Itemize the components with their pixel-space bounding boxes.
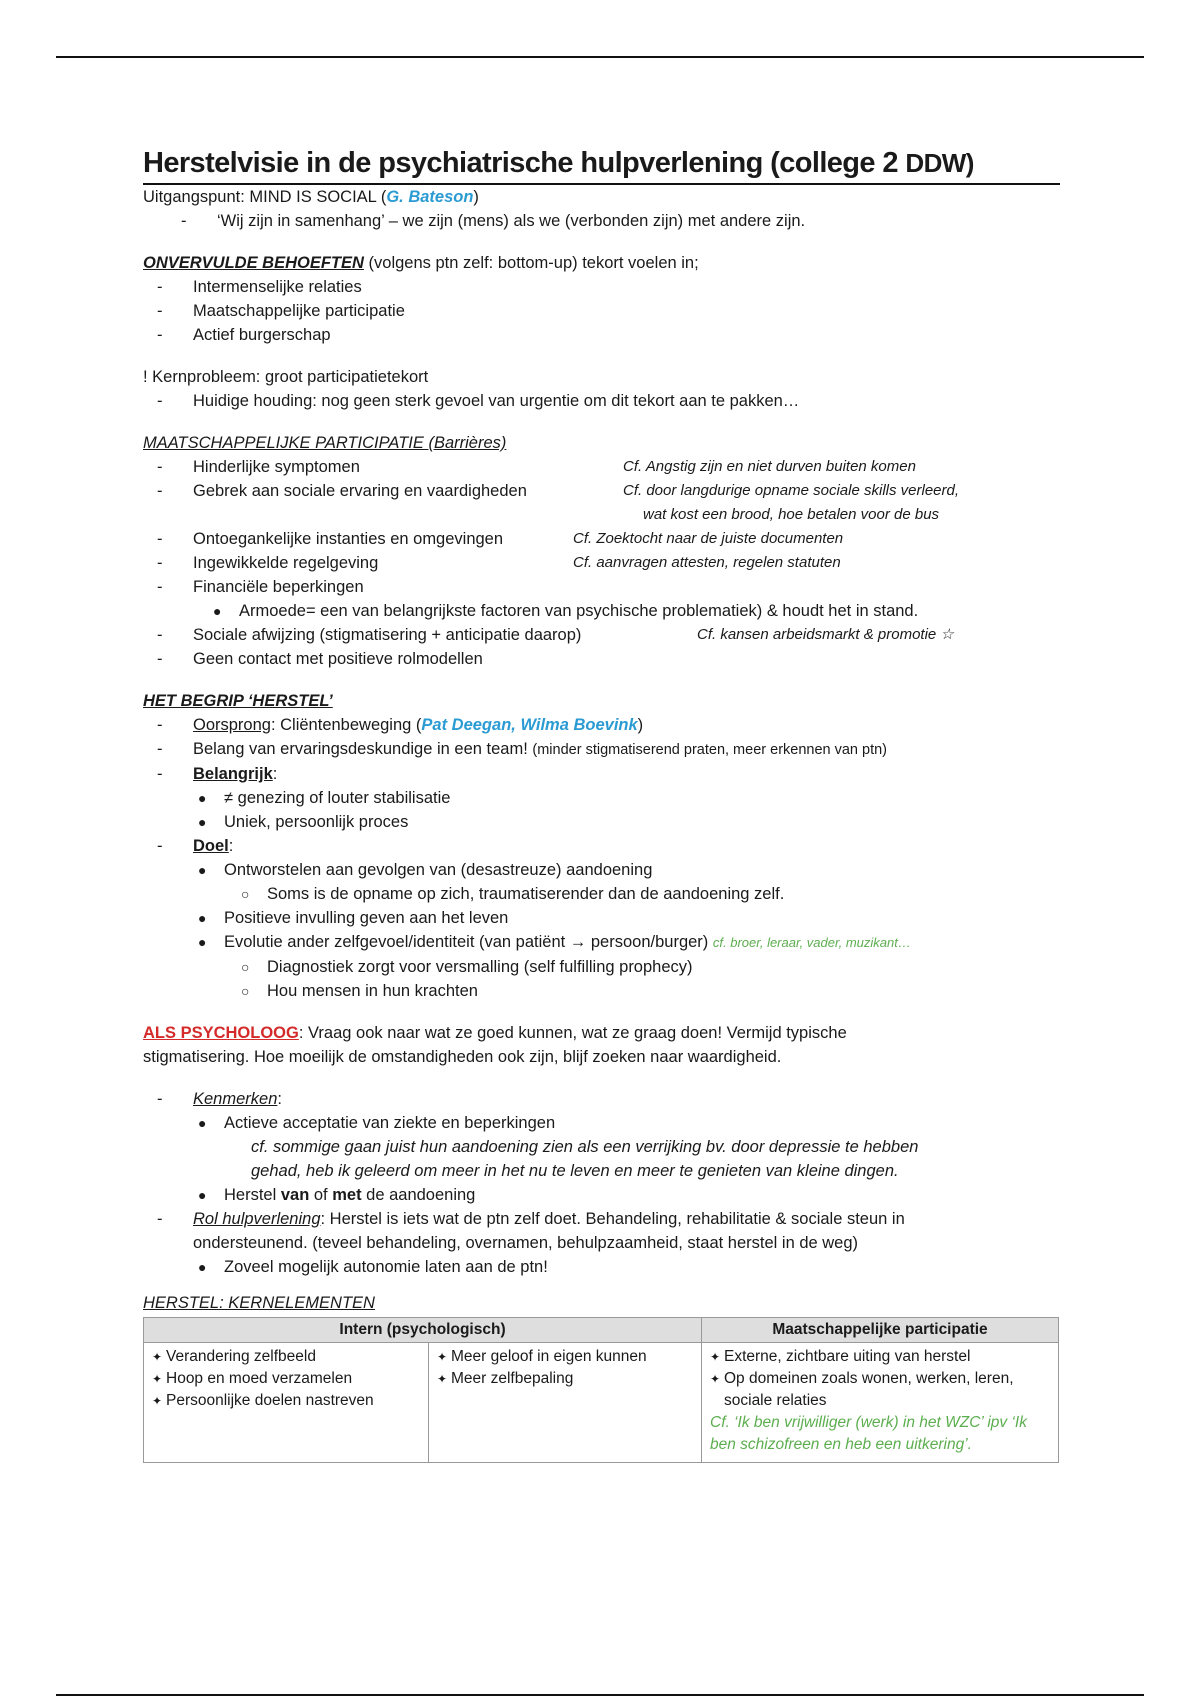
list-item xyxy=(143,623,1060,647)
cell-item xyxy=(710,1346,1050,1368)
sub-bullet xyxy=(143,1255,1060,1279)
table-header-intern: Intern (psychologisch) xyxy=(144,1318,702,1343)
cell-item-text: Meer geloof in eigen kunnen xyxy=(451,1348,647,1365)
doel-3-note: cf. broer, leraar, vader, muzikant… xyxy=(712,935,911,950)
list-item xyxy=(143,575,1060,599)
sub-bullet-text: ≠ genezing of louter stabilisatie xyxy=(224,789,451,807)
bullet-marker: ● xyxy=(198,1115,207,1131)
cell-item-text: Meer zelfbepaling xyxy=(451,1370,574,1387)
herstel-heading: HET BEGRIP ‘HERSTEL’ xyxy=(143,692,333,710)
list-item-note: Cf. kansen arbeidsmarkt & promotie ☆ xyxy=(697,626,954,643)
sub-bullet-text: Evolutie ander zelfgevoel/identiteit (van patiënt → persoon/burger) xyxy=(224,933,713,951)
item2-van: van xyxy=(280,1186,310,1204)
psycholoog-line-2: stigmatisering. Hoe moeilijk de omstandigheden ook zijn, blijf zoeken naar waardigheid. xyxy=(143,1048,782,1066)
bullet-marker: ● xyxy=(213,603,222,619)
dash-marker: - xyxy=(157,1210,163,1228)
uitgangspunt-suffix: ) xyxy=(473,188,479,206)
dash-marker: - xyxy=(157,326,163,344)
list-item xyxy=(143,299,1060,323)
diamond-marker: ✦ xyxy=(152,1394,163,1408)
sub-sub-bullet-text: Soms is de opname op zich, traumatiserender dan de aandoening zelf. xyxy=(267,885,785,903)
cell-item-text: Hoop en moed verzamelen xyxy=(166,1370,353,1387)
uitgangspunt-item xyxy=(143,209,1060,233)
uitgangspunt-prefix: Uitgangspunt: MIND IS SOCIAL ( xyxy=(143,188,387,206)
diamond-marker: ✦ xyxy=(152,1372,163,1386)
dash-marker: - xyxy=(157,837,163,855)
sub-bullet-text: Ontworstelen aan gevolgen van (desastreuze) aandoening xyxy=(224,861,653,879)
list-item-text: Financiële beperkingen xyxy=(193,578,364,596)
dash-marker: - xyxy=(157,626,163,644)
spacer xyxy=(143,671,1060,689)
list-item xyxy=(143,275,1060,299)
list-item-text: Gebrek aan sociale ervaring en vaardigheden xyxy=(193,482,527,500)
diamond-marker: ✦ xyxy=(710,1372,721,1386)
spacer xyxy=(143,413,1060,431)
dash-marker: - xyxy=(157,530,163,548)
list-item-note: Cf. Zoektocht naar de juiste documenten xyxy=(573,530,844,547)
list-item: - Kenmerken: xyxy=(143,1087,1060,1111)
rol-text-1: : Herstel is iets wat de ptn zelf doet. Behandeling, rehabilitatie & sociale steun in xyxy=(320,1210,905,1228)
sub-bullet xyxy=(143,786,1060,810)
diamond-marker: ✦ xyxy=(152,1350,163,1364)
spacer xyxy=(143,1069,1060,1087)
dash-marker: - xyxy=(157,716,163,734)
dash-marker: - xyxy=(181,212,187,230)
list-item xyxy=(143,647,1060,671)
dash-marker: - xyxy=(157,458,163,476)
sub-sub-bullet xyxy=(143,882,1060,906)
list-item xyxy=(143,551,1060,575)
sub-bullet-text: Actieve acceptatie van ziekte en beperkingen xyxy=(224,1114,556,1132)
list-item xyxy=(143,737,1060,762)
list-item xyxy=(143,323,1060,347)
table-cell xyxy=(702,1343,1059,1463)
cell-item xyxy=(437,1368,693,1390)
spacer xyxy=(143,233,1060,251)
diamond-marker: ✦ xyxy=(710,1350,721,1364)
dash-marker: - xyxy=(157,302,163,320)
title-main: Herstelvisie in de psychiatrische hulpverlening (college 2 xyxy=(143,147,898,179)
cell-item-text: Verandering zelfbeeld xyxy=(166,1348,316,1365)
uitgangspunt-text: ‘Wij zijn in samenhang’ – we zijn (mens) als we (verbonden zijn) met andere zijn. xyxy=(217,212,806,230)
list-item-text: Intermenselijke relaties xyxy=(193,278,362,296)
cell-item xyxy=(437,1346,693,1368)
document-page xyxy=(143,145,1060,1463)
sub-bullet-text: Uniek, persoonlijk proces xyxy=(224,813,409,831)
dash-marker: - xyxy=(157,578,163,596)
onvervulde-heading: ONVERVULDE BEHOEFTEN xyxy=(143,254,364,272)
dash-marker: - xyxy=(157,740,163,758)
psycholoog-line-1 xyxy=(143,1021,1060,1045)
list-item: - Belangrijk: xyxy=(143,762,1060,786)
bullet-marker: ● xyxy=(198,1187,207,1203)
kernelementen-heading: HERSTEL: KERNELEMENTEN xyxy=(143,1294,375,1312)
sub-bullet xyxy=(143,599,1060,623)
belangrijk-label: Belangrijk xyxy=(193,765,273,783)
oorsprong-names: Pat Deegan, Wilma Boevink xyxy=(421,716,638,734)
title-tail: DDW) xyxy=(905,148,974,178)
bullet-marker: ● xyxy=(198,814,207,830)
diamond-marker: ✦ xyxy=(437,1372,448,1386)
oorsprong-end: ) xyxy=(637,716,644,734)
list-item-text: Sociale afwijzing (stigmatisering + anticipatie daarop) xyxy=(193,626,582,644)
belang-text: Belang van ervaringsdeskundige in een team! xyxy=(193,740,533,758)
list-item xyxy=(143,1207,1060,1231)
onvervulde-rest: (volgens ptn zelf: bottom-up) tekort voelen in; xyxy=(363,254,699,272)
circle-marker: ○ xyxy=(241,886,250,902)
list-item-text: Huidige houding: nog geen sterk gevoel van urgentie om dit tekort aan te pakken… xyxy=(193,392,800,410)
table-cell xyxy=(429,1343,702,1463)
psycholoog-text-1: : Vraag ook naar wat ze goed kunnen, wat ze graag doen! Vermijd typische xyxy=(298,1024,847,1042)
cell-item-text: Op domeinen zoals wonen, werken, leren, sociale relaties xyxy=(724,1370,1014,1409)
diamond-marker: ✦ xyxy=(437,1350,448,1364)
item2-of: of xyxy=(309,1186,333,1204)
author-bateson: G. Bateson xyxy=(386,188,474,206)
list-item-text: Ingewikkelde regelgeving xyxy=(193,554,379,572)
circle-marker: ○ xyxy=(241,983,250,999)
cell-item-text: Persoonlijke doelen nastreven xyxy=(166,1392,374,1409)
list-item xyxy=(143,389,1060,413)
spacer xyxy=(143,1279,1060,1291)
uitgangspunt-line xyxy=(143,185,1060,209)
dash-marker: - xyxy=(157,554,163,572)
bullet-marker: ● xyxy=(198,910,207,926)
kernprobleem-line: ! Kernprobleem: groot participatietekort xyxy=(143,368,429,386)
sub-bullet xyxy=(143,858,1060,882)
kenmerken-note-1: cf. sommige gaan juist hun aandoening zien als een verrijking bv. door depressie te hebben xyxy=(251,1138,919,1156)
psycholoog-label: ALS PSYCHOLOOG xyxy=(143,1024,299,1042)
cell-note: Cf. ‘Ik ben vrijwilliger (werk) in het WZC’ ipv ‘Ik ben schizofreen en heb een uitkering’. xyxy=(710,1414,1027,1453)
sub-bullet-text: Zoveel mogelijk autonomie laten aan de ptn! xyxy=(224,1258,548,1276)
bullet-marker: ● xyxy=(198,1259,207,1275)
onvervulde-heading-line xyxy=(143,251,1060,275)
sub-bullet-text: Positieve invulling geven aan het leven xyxy=(224,909,509,927)
top-rule xyxy=(56,56,1144,58)
list-item-note: Cf. aanvragen attesten, regelen statuten xyxy=(573,554,841,571)
doel-label: Doel xyxy=(193,837,229,855)
list-item-text: Actief burgerschap xyxy=(193,326,331,344)
bullet-marker: ● xyxy=(198,862,207,878)
list-item xyxy=(143,455,1060,479)
dash-marker: - xyxy=(157,278,163,296)
sub-sub-bullet-text: Diagnostiek zorgt voor versmalling (self fulfilling prophecy) xyxy=(267,958,693,976)
list-item-text: Ontoegankelijke instanties en omgevingen xyxy=(193,530,504,548)
cell-item xyxy=(710,1368,1050,1412)
dash-marker: - xyxy=(157,392,163,410)
rol-label: Rol hulpverlening xyxy=(193,1210,321,1228)
barrieres-heading: MAATSCHAPPELIJKE PARTICIPATIE (Barrières) xyxy=(143,434,507,452)
oorsprong-text: : Cliëntenbeweging ( xyxy=(270,716,422,734)
sub-bullet-text: Armoede= een van belangrijkste factoren van psychische problematiek) & houdt het in stand. xyxy=(239,602,919,620)
belang-small: (minder stigmatiserend praten, meer erkennen van ptn) xyxy=(532,742,888,758)
list-item xyxy=(143,479,1060,503)
kernelementen-table xyxy=(143,1317,1059,1463)
sub-sub-bullet xyxy=(143,955,1060,979)
sub-bullet xyxy=(143,930,1060,955)
list-item: - Doel: xyxy=(143,834,1060,858)
rol-text-2: ondersteunend. (teveel behandeling, overnamen, behulpzaamheid, staat herstel in de weg) xyxy=(193,1234,859,1252)
table-row xyxy=(144,1343,1059,1463)
table-header-maatschappelijk: Maatschappelijke participatie xyxy=(702,1318,1059,1343)
list-item-note: Cf. Angstig zijn en niet durven buiten komen xyxy=(623,458,916,475)
item2-b: de aandoening xyxy=(361,1186,476,1204)
bottom-rule xyxy=(56,1694,1144,1696)
list-item-text: Hinderlijke symptomen xyxy=(193,458,360,476)
page-title xyxy=(143,145,1060,185)
dash-marker: - xyxy=(157,765,163,783)
cell-item xyxy=(152,1346,420,1368)
sub-sub-bullet xyxy=(143,979,1060,1003)
table-cell xyxy=(144,1343,429,1463)
spacer xyxy=(143,347,1060,365)
item2-a: Herstel xyxy=(224,1186,281,1204)
list-item-note: Cf. door langdurige opname sociale skills verleerd, xyxy=(623,482,960,499)
sub-sub-bullet-text: Hou mensen in hun krachten xyxy=(267,982,478,1000)
sub-bullet xyxy=(143,906,1060,930)
item2-met: met xyxy=(332,1186,362,1204)
sub-bullet xyxy=(143,1183,1060,1207)
sub-bullet xyxy=(143,1111,1060,1135)
dash-marker: - xyxy=(157,1090,163,1108)
list-item-text: Maatschappelijke participatie xyxy=(193,302,405,320)
cell-item xyxy=(152,1368,420,1390)
dash-marker: - xyxy=(157,650,163,668)
list-item-text: Geen contact met positieve rolmodellen xyxy=(193,650,483,668)
bullet-marker: ● xyxy=(198,790,207,806)
oorsprong-label: Oorsprong xyxy=(193,716,271,734)
spacer xyxy=(143,1003,1060,1021)
cell-item xyxy=(152,1390,420,1412)
list-item-note-continued: wat kost een brood, hoe betalen voor de bus xyxy=(643,506,940,523)
bullet-marker: ● xyxy=(198,934,207,950)
list-item xyxy=(143,713,1060,737)
sub-bullet xyxy=(143,810,1060,834)
list-item xyxy=(143,527,1060,551)
kenmerken-note-2: gehad, heb ik geleerd om meer in het nu te leven en meer te genieten van kleine dingen. xyxy=(251,1162,899,1180)
dash-marker: - xyxy=(157,482,163,500)
kenmerken-label: Kenmerken xyxy=(193,1090,278,1108)
circle-marker: ○ xyxy=(241,959,250,975)
cell-item-text: Externe, zichtbare uiting van herstel xyxy=(724,1348,971,1365)
